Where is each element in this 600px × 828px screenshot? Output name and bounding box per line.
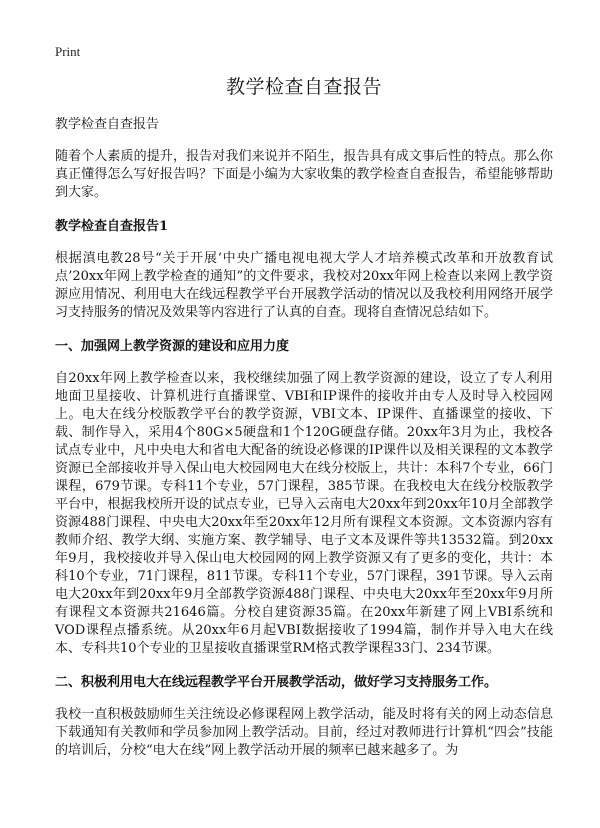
section-two-paragraph: 我校一直积极鼓励师生关注统设必修课程网上教学活动，能及时将有关的网上动态信息下载通知有关教师和学员参加网上教学活动。目前，经过对教师进行计算机“四会”技能的培训后，分校“电大在线”网上教学活动开展的频率已越来越多了。为	[55, 707, 553, 758]
section-one-paragraph: 自20xx年网上教学检查以来，我校继续加强了网上教学资源的建设，设立了专人利用地面卫星接收、计算机进行直播课堂、VBI和IP课件的接收并由专人及时导入校园网上。电大在线分校版教学平台的教学资源，VBI文本、IP课件、直播课堂的接收、下载、制作导入，采用4个80G×5硬盘和1个120G硬盘存储。20xx年3月为止，我校各试点专业中，凡中央电大和省电大配备的统设必修课的IP课件以及相关课程的文本教学资源已全部接收并导入保山电大校园网电大在线分校版上，共计：本科7个专业，66门课程，679节课。专科11个专业，57门课程，385节课。在我校电大在线分校版教学平台中，根据我校所开设的试点专业，已导入云南电大20xx年到20xx年10月全部教学资源488门课程、中央电大20xx年至20xx年12月所有课程文本资源。文本资源内容有教师介绍、教学大纲、实施方案、教学辅导、电子文本及课件等共13532篇。到20xx年9月，我校接收并导入保山电大校园网的网上教学资源又有了更多的变化，共计：本科10个专业，71门课程，811节课。专科11个专业，57门课程，391节课。导入云南电大20xx年到20xx年9月全部教学资源488门课程、中央电大20xx年至20xx年9月所有课程文本资源共21646篇。分校自建资源35篇。在20xx年新建了网上VBI系统和VOD课程点播系统。从20xx年6月起VBI数据接收了1994篇，制作并导入电大在线本、专科共10个专业的卫星接收直播课堂RM格式教学课程33门、234节课。	[55, 371, 553, 656]
document-body	[55, 74, 553, 760]
intro-paragraph: 随着个人素质的提升，报告对我们来说并不陌生，报告具有成文事后性的特点。那么你真正懂得怎么写好报告吗？下面是小编为大家收集的教学检查自查报告，希望能够帮助到大家。	[55, 149, 553, 200]
report-1-paragraph: 根据滇电教28号“关于开展‘中央广播电视电视大学人才培养模式改革和开放教育试点’20xx年网上教学检查的通知”的文件要求，我校对20xx年网上检查以来网上教学资源应用情况、利用电大在线远程教学平台开展教学活动的情况以及我校利用网络开展学习支持服务的情况及效果等内容进行了认真的自查。现将自查情况总结如下。	[55, 251, 553, 320]
document-title: 教学检查自查报告	[225, 76, 382, 98]
section-heading-one: 一、加强网上教学资源的建设和应用力度	[55, 339, 290, 354]
document-subtitle: 教学检查自查报告	[55, 117, 160, 132]
section-heading-two: 二、积极利用电大在线远程教学平台开展教学活动，做好学习支持服务工作。	[55, 675, 498, 690]
section-heading-report-1: 教学检查自查报告1	[55, 219, 169, 234]
print-link[interactable]: Print	[55, 44, 81, 59]
